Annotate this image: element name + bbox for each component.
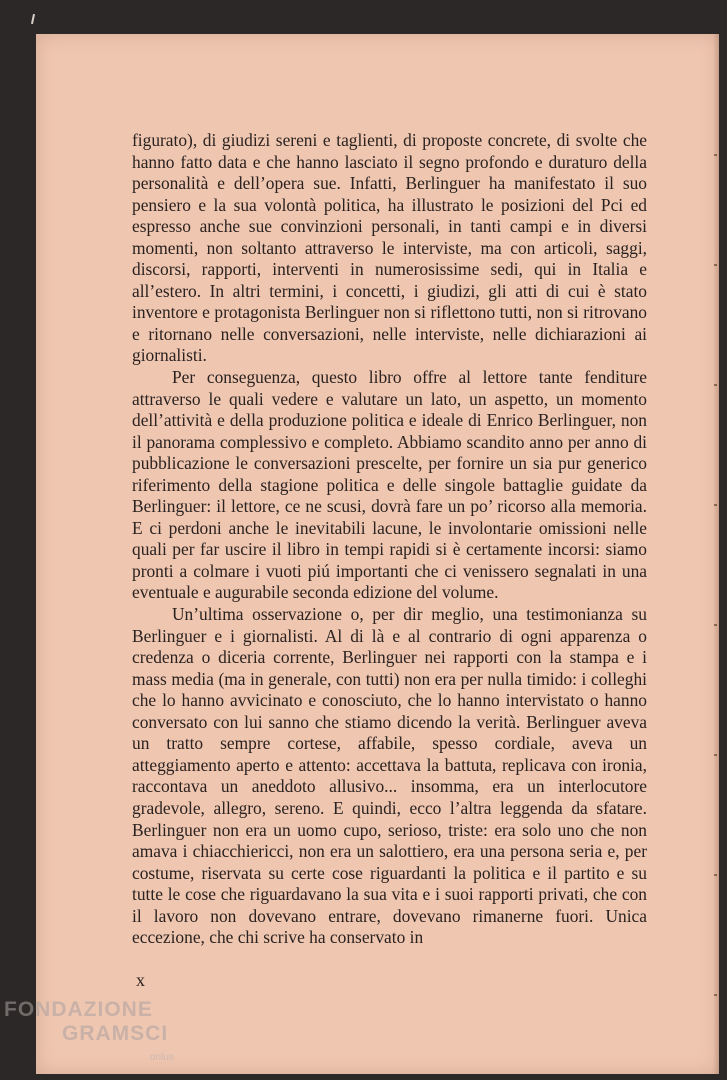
watermark-line-1: FONDAZIONE — [4, 998, 153, 1021]
corner-mark — [31, 14, 35, 24]
watermark-line-3: onlus — [150, 1052, 174, 1063]
book-page — [36, 34, 719, 1074]
paragraph-1: figurato), di giudizi sereni e taglienti, di proposte concrete, di svolte che hanno fatto data e che hanno lasciato il segno profondo e duraturo della personalità e dell’opera sue. Infatti, Berlinguer ha manifestato il suo pensiero e la sua volontà politica, ha illustrato le posizioni del Pci ed espresso anche sue convinzioni personali, in tanti campi e in diversi momenti, non soltanto attraverso le interviste, ma con articoli, saggi, discorsi, rapporti, interventi in numerosissime sedi, qui in Italia e all’estero. In altri termini, i concetti, i giudizi, gli atti di cui è stato inventore e protagonista Berlinguer non si riflettono tutti, non si ritrovano e ritornano nelle conversazioni, nelle interviste, nelle dichiarazioni ai giornalisti. — [132, 130, 647, 366]
body-text — [132, 130, 647, 949]
watermark-line-2: GRAMSCI — [62, 1022, 169, 1045]
archive-watermark — [4, 998, 174, 1070]
edge-ruler-ticks — [714, 154, 717, 1034]
page-number: x — [136, 970, 145, 990]
paragraph-2: Per conseguenza, questo libro offre al lettore tante fenditure attraverso le quali vedere e valutare un lato, un aspetto, un momento dell’attività e della produzione politica e ideale di Enrico Berlinguer, non il panorama complessivo e completo. Abbiamo scandito anno per anno di pubblicazione le conversazioni prescelte, per fornire un sia pur generico riferimento della stagione politica e delle singole battaglie guidate da Berlinguer: il lettore, ce ne scusi, dovrà fare un po’ ricorso alla memoria. E ci perdoni anche le inevitabili lacune, le involontarie omissioni nelle quali per far uscire il libro in tempi rapidi si è certamente incorsi: siamo pronti a colmare i vuoti piú importanti che ci venissero segnalati in una eventuale e augurabile seconda edizione del volume. — [132, 367, 647, 603]
paragraph-3: Un’ultima osservazione o, per dir meglio, una testimonianza su Berlinguer e i giornalisti. Al di là e al contrario di ogni apparenza o credenza o diceria corrente, Berlinguer nei rapporti con la stampa e i mass media (ma in generale, con tutti) non era per nulla timido: i colleghi che lo hanno avvicinato e conosciuto, che lo hanno intervistato o hanno conversato con lui sanno che stiamo dicendo la verità. Berlinguer aveva un tratto sempre cortese, affabile, spesso cordiale, aveva un atteggiamento aperto e attento: accettava la battuta, replicava con ironia, raccontava un aneddoto allusivo... insomma, era un interlocutore gradevole, allegro, sereno. E quindi, ecco l’altra leggenda da sfatare. Berlinguer non era un uomo cupo, serioso, triste: era solo uno che non amava i chiacchiericci, non era un salottiero, era una persona seria e, per costume, riservata su certe cose riguardanti la politica e il partito e su tutte le cose che riguardavano la sua vita e i suoi rapporti privati, che con il lavoro non dovevano entrare, dovevano rimanerne fuori. Unica eccezione, che chi scrive ha conservato in — [132, 604, 647, 948]
